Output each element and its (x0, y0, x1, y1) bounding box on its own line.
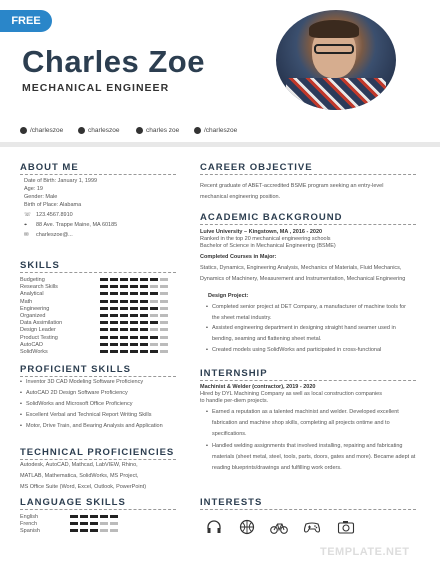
academic-courses: Statics, Dynamics, Engineering Analysis, Mechanics of Materials, Fluid Mechanics, (200, 265, 402, 271)
academic-courses: Dynamics of Machinery, Measurement and Instrumentation, Mechanical Engineering (200, 276, 406, 282)
skill-row (20, 291, 180, 298)
skill-level-segment (150, 307, 158, 310)
skill-label: Product Testing (20, 334, 58, 341)
language-row (20, 514, 180, 521)
skill-level-segment (110, 307, 118, 310)
skill-level-segment (140, 343, 148, 346)
camera-icon (337, 518, 355, 536)
about-address: 88 Ave. Trappe Maine, MA 60185 (36, 222, 118, 228)
academic-divider (200, 224, 416, 225)
language-label: Spanish (20, 528, 40, 535)
skill-level-segment (100, 522, 108, 525)
proficient-item: • Excellent Verbal and Technical Report Writing Skills (26, 411, 151, 419)
social-twitter[interactable]: /charleszoe (194, 124, 252, 136)
skill-level-bars (100, 314, 168, 317)
skill-level-segment (80, 529, 88, 532)
skill-label: Analytical (20, 291, 44, 298)
skill-row (20, 342, 180, 349)
language-label: French (20, 521, 38, 528)
about-email[interactable]: charleszoe@... (36, 232, 73, 238)
skill-level-segment (120, 328, 128, 331)
proficient-heading: PROFICIENT SKILLS (20, 364, 131, 375)
skill-level-segment (160, 343, 168, 346)
skill-level-segment (160, 336, 168, 339)
technical-line: MATLAB, Mathematica, SolidWorks, MS Project, (20, 473, 139, 479)
skill-level-segment (80, 522, 88, 525)
skill-row (20, 284, 180, 291)
internship-bullet-cont: specifications. (212, 431, 247, 437)
career-line: Recent graduate of ABET-accredited BSME program seeking an entry-level (200, 183, 384, 189)
project-bullet: • Completed senior project at DET Company, a manufacturer of machine tools for (212, 303, 406, 311)
skill-level-segment (160, 314, 168, 317)
skill-level-bars (100, 350, 168, 353)
academic-heading: ACADEMIC BACKGROUND (200, 212, 343, 223)
skill-level-segment (100, 278, 108, 281)
skill-level-segment (100, 321, 108, 324)
language-row (20, 528, 180, 535)
free-badge: FREE (0, 10, 52, 32)
skill-level-segment (160, 285, 168, 288)
profile-photo (276, 10, 396, 110)
twitter-icon (194, 127, 201, 134)
skill-level-bars (100, 321, 168, 324)
social-links (20, 124, 420, 136)
internship-bullet-cont: materials (sheet metal, steel, tools, parts, doors, gates and more). Became adept at (212, 454, 416, 460)
skill-level-segment (100, 328, 108, 331)
skill-level-segment (110, 522, 118, 525)
skill-label: Math (20, 298, 33, 305)
skill-level-segment (140, 300, 148, 303)
academic-rank: Ranked in the top 20 mechanical engineering schools (200, 236, 331, 242)
about-age: Age: 19 (24, 186, 43, 192)
location-icon: ⌖ (24, 222, 28, 228)
skill-label: Research Skills (20, 284, 58, 291)
headphones-icon (205, 518, 223, 536)
skill-level-segment (80, 515, 88, 518)
skill-level-segment (110, 336, 118, 339)
about-birthplace: Birth of Place: Alabama (24, 202, 82, 208)
skill-level-segment (140, 314, 148, 317)
skill-level-segment (150, 285, 158, 288)
skill-level-segment (140, 307, 148, 310)
skill-level-segment (120, 321, 128, 324)
skill-level-segment (150, 278, 158, 281)
skill-level-segment (100, 314, 108, 317)
internship-bullet: • Earned a reputation as a talented machinist and welder. Developed excellent (212, 408, 399, 416)
design-project-label: Design Project: (208, 293, 249, 299)
social-instagram[interactable]: charleszoe (78, 124, 136, 136)
social-facebook[interactable]: /charleszoe (20, 124, 78, 136)
about-dob: Date of Birth: January 1, 1999 (24, 178, 98, 184)
about-phone: 123.4567.8910 (36, 212, 73, 218)
skill-row (20, 327, 180, 334)
skill-level-segment (160, 307, 168, 310)
skill-level-segment (110, 314, 118, 317)
technical-divider (20, 459, 176, 460)
skill-level-segment (120, 285, 128, 288)
skill-level-segment (160, 350, 168, 353)
skill-level-segment (100, 529, 108, 532)
interests-heading: INTERESTS (200, 497, 263, 508)
skill-level-segment (150, 292, 158, 295)
facebook-icon (20, 127, 27, 134)
career-divider (200, 174, 416, 175)
proficient-item: • SolidWorks and Microsoft Office Proficiency (26, 400, 132, 408)
project-bullet: • Created models using SolidWorks and participated in cross-functional (212, 346, 381, 354)
interests-divider (200, 509, 416, 510)
skill-level-segment (120, 278, 128, 281)
skill-level-segment (70, 529, 78, 532)
skill-level-segment (150, 328, 158, 331)
language-heading: LANGUAGE SKILLS (20, 497, 126, 508)
skill-level-segment (100, 285, 108, 288)
skill-label: SolidWorks (20, 349, 48, 355)
technical-line: MS Office Suite (Word, Excel, Outlook, PowerPoint) (20, 484, 147, 490)
skill-level-bars (70, 515, 118, 518)
skill-level-segment (160, 300, 168, 303)
skill-level-segment (110, 292, 118, 295)
job-title: MECHANICAL ENGINEER (22, 82, 170, 94)
skill-level-segment (70, 522, 78, 525)
skill-level-segment (150, 343, 158, 346)
skill-level-segment (100, 343, 108, 346)
email-icon: ✉ (24, 232, 29, 238)
skill-level-segment (130, 292, 138, 295)
skill-level-segment (140, 321, 148, 324)
skill-level-segment (130, 285, 138, 288)
gamepad-icon (303, 518, 321, 536)
skill-level-segment (110, 350, 118, 353)
skill-row (20, 299, 180, 306)
technical-line: Autodesk, AutoCAD, Mathcad, LabVIEW, Rhino, (20, 462, 138, 468)
proficient-item: • Motor, Drive Train, and Bearing Analysis and Application (26, 422, 163, 430)
skill-level-segment (120, 350, 128, 353)
skill-label: Budgeting (20, 277, 45, 283)
skill-level-segment (140, 336, 148, 339)
skill-level-segment (100, 292, 108, 295)
academic-school: Luive University – Kingstown, MA , 2016 - 2020 (200, 229, 323, 235)
skill-level-segment (120, 307, 128, 310)
skill-level-segment (130, 321, 138, 324)
skill-level-segment (140, 328, 148, 331)
skill-level-segment (90, 522, 98, 525)
skill-level-segment (160, 328, 168, 331)
social-linkedin[interactable]: charles zoe (136, 124, 194, 136)
skill-level-segment (110, 285, 118, 288)
language-row (20, 521, 180, 528)
skill-level-segment (150, 336, 158, 339)
skills-divider (20, 272, 176, 273)
skill-level-segment (110, 321, 118, 324)
skill-level-segment (110, 278, 118, 281)
skill-level-segment (160, 278, 168, 281)
skill-level-segment (100, 307, 108, 310)
skill-level-segment (130, 307, 138, 310)
internship-role: Machinist & Welder (contractor), 2019 - 2020 (200, 384, 316, 390)
skill-level-segment (140, 285, 148, 288)
skill-level-segment (70, 515, 78, 518)
skill-level-segment (120, 300, 128, 303)
skill-level-bars (100, 343, 168, 346)
about-heading: ABOUT ME (20, 162, 79, 173)
skill-level-segment (120, 314, 128, 317)
project-bullet-cont: the sheet metal industry. (212, 315, 272, 321)
watermark: TEMPLATE.NET (320, 546, 410, 558)
skill-level-segment (110, 343, 118, 346)
language-divider (20, 509, 176, 510)
skill-level-bars (100, 292, 168, 295)
skill-level-segment (130, 314, 138, 317)
skill-level-segment (160, 321, 168, 324)
skill-level-segment (90, 529, 98, 532)
skill-level-bars (100, 307, 168, 310)
skill-level-segment (150, 314, 158, 317)
skill-level-segment (110, 529, 118, 532)
skill-level-segment (140, 292, 148, 295)
linkedin-icon (136, 127, 143, 134)
proficient-item: • AutoCAD 2D Design Software Proficiency (26, 389, 128, 397)
skill-level-bars (70, 529, 118, 532)
skill-label: Data Assimilation (20, 320, 63, 327)
skill-level-segment (110, 300, 118, 303)
internship-bullet: • Handled welding assignments that involved installing, repairing and fabricating (212, 442, 402, 450)
skill-level-segment (150, 321, 158, 324)
project-bullet: • Assisted engineering department in designing straight hand seamer used in (212, 324, 396, 332)
phone-icon: ☏ (24, 212, 31, 218)
internship-heading: INTERNSHIP (200, 368, 268, 379)
skill-level-segment (150, 300, 158, 303)
internship-desc: to handle per-diem projects. (200, 398, 269, 404)
skill-level-segment (150, 350, 158, 353)
skill-level-segment (130, 343, 138, 346)
skill-level-bars (100, 336, 168, 339)
skill-level-segment (100, 300, 108, 303)
skill-level-segment (110, 515, 118, 518)
skill-level-bars (100, 285, 168, 288)
internship-bullet-cont: reading blueprints/drawings and fulfilling work orders. (212, 465, 342, 471)
about-gender: Gender: Male (24, 194, 58, 200)
skills-heading: SKILLS (20, 260, 60, 271)
skill-level-segment (120, 292, 128, 295)
skill-level-segment (130, 328, 138, 331)
skill-level-segment (140, 350, 148, 353)
skill-level-segment (100, 336, 108, 339)
skill-row (20, 306, 180, 313)
technical-heading: TECHNICAL PROFICIENCIES (20, 447, 175, 458)
skill-level-segment (120, 336, 128, 339)
skill-level-segment (160, 292, 168, 295)
academic-degree: Bachelor of Science in Mechanical Engineering (BSME) (200, 243, 336, 249)
skill-row (20, 320, 180, 327)
proficient-item: • Inventor 3D CAD Modeling Software Proficiency (26, 378, 143, 386)
instagram-icon (78, 127, 85, 134)
skill-level-bars (100, 300, 168, 303)
skill-level-segment (140, 278, 148, 281)
skill-level-segment (130, 336, 138, 339)
career-heading: CAREER OBJECTIVE (200, 162, 313, 173)
basketball-icon (238, 518, 256, 536)
skill-level-bars (70, 522, 118, 525)
career-line: mechanical engineering position. (200, 194, 281, 200)
skill-level-segment (120, 343, 128, 346)
skill-row (20, 277, 180, 284)
internship-bullet-cont: fabrication and machine shop skills, completing all projects ontime and to (212, 420, 390, 426)
internship-divider (200, 380, 416, 381)
skill-level-segment (90, 515, 98, 518)
skill-level-segment (100, 350, 108, 353)
about-divider (20, 174, 176, 175)
skill-row (20, 313, 180, 320)
skill-level-bars (100, 278, 168, 281)
candidate-name: Charles Zoe (22, 44, 205, 79)
skill-level-bars (100, 328, 168, 331)
language-label: English (20, 514, 39, 520)
academic-courses-label: Completed Courses in Major: (200, 254, 277, 260)
internship-desc: Hired by DYL Machining Company as well as local construction companies (200, 391, 382, 397)
skill-label: Engineering (20, 305, 50, 312)
skill-level-segment (100, 515, 108, 518)
skill-level-segment (130, 278, 138, 281)
project-bullet-cont: bending, seaming and flattening sheet metal. (212, 336, 322, 342)
skill-level-segment (110, 328, 118, 331)
skill-row (20, 349, 180, 356)
skill-label: AutoCAD (20, 341, 43, 348)
skill-level-segment (130, 300, 138, 303)
skill-label: Organized (20, 313, 46, 319)
header-divider (0, 142, 440, 147)
proficient-divider (20, 376, 176, 377)
skill-label: Design Leader (20, 327, 56, 334)
bicycle-icon (270, 518, 288, 536)
skill-row (20, 335, 180, 342)
skill-level-segment (130, 350, 138, 353)
